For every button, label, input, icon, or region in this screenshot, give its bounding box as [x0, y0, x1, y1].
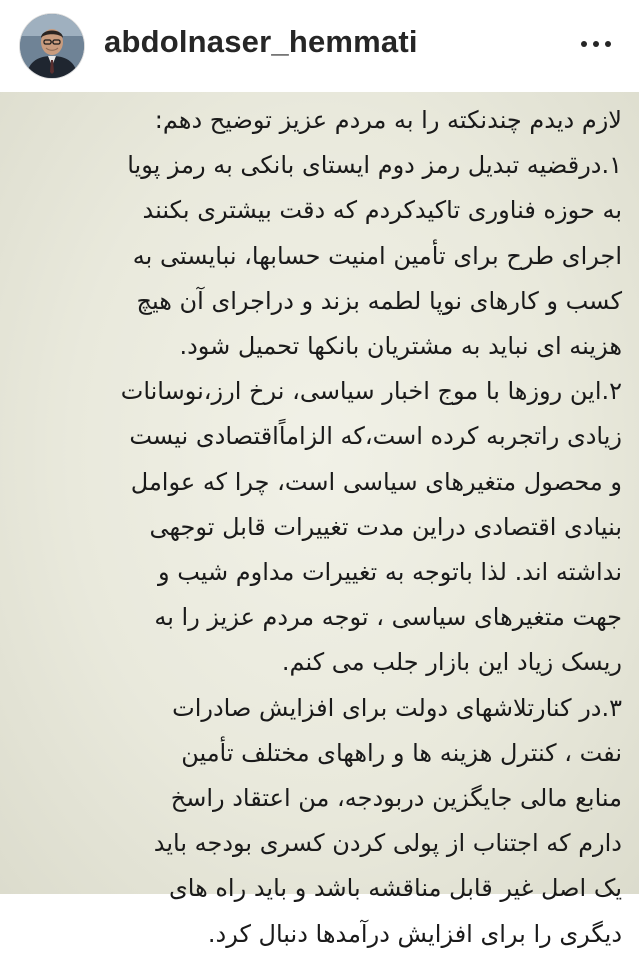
post-header: [0, 0, 639, 92]
text-line: کسب و کارهای نوپا لطمه بزند و دراجرای آن هیچ: [136, 286, 622, 315]
text-line: یک اصل غیر قابل مناقشه باشد و باید راه های: [168, 874, 622, 903]
text-line: هزینه ای نباید به مشتریان بانکها تحمیل شود.: [179, 332, 622, 361]
text-line: به حوزه فناوری تاکیدکردم که دقت بیشتری بکنند: [142, 196, 622, 225]
post-text: [36, 98, 622, 957]
text-line: دیگری را برای افزایش درآمدها دنبال کرد.: [207, 919, 622, 948]
text-line: بنیادی اقتصادی دراین مدت تغییرات قابل توجهی: [149, 512, 622, 541]
text-line: و محصول متغیرهای سیاسی است، چرا که عوامل: [130, 467, 622, 496]
text-line: ریسک زیاد این بازار جلب می کنم.: [281, 648, 622, 677]
text-line: نفت ، کنترل هزینه ها و راههای مختلف تأمین: [181, 738, 622, 767]
dot: [605, 41, 611, 47]
person-icon: [20, 14, 84, 78]
text-line: منابع مالی جایگزین دربودجه، من اعتقاد راسخ: [170, 784, 622, 813]
more-options-icon[interactable]: [574, 26, 618, 62]
post-image: [0, 92, 639, 948]
text-line: نداشته اند. لذا باتوجه به تغییرات مداوم شیب و: [158, 558, 622, 587]
text-line: اجرای طرح برای تأمین امنیت حسابها، نبایستی به: [132, 241, 622, 270]
text-line: زیادی راتجربه کرده است،که الزاماًاقتصادی نیست: [129, 422, 622, 451]
text-line: ۱.درقضیه تبدیل رمز دوم ایستای بانکی به رمز پویا: [127, 151, 622, 180]
text-line: دارم که اجتناب از پولی کردن کسری بودجه باید: [153, 829, 622, 858]
dot: [581, 41, 587, 47]
profile-avatar[interactable]: [20, 14, 84, 78]
text-line: لازم دیدم چندنکته را به مردم عزیز توضیح دهم:: [154, 106, 622, 134]
username-link[interactable]: abdolnaser_hemmati: [104, 24, 418, 59]
text-line: ۲.این روزها با موج اخبار سیاسی، نرخ ارز،نوسانات: [120, 377, 622, 406]
text-line: جهت متغیرهای سیاسی ، توجه مردم عزیز را به: [154, 603, 622, 632]
dot: [593, 41, 599, 47]
text-line: ۳.در کنارتلاشهای دولت برای افزایش صادرات: [172, 693, 622, 722]
